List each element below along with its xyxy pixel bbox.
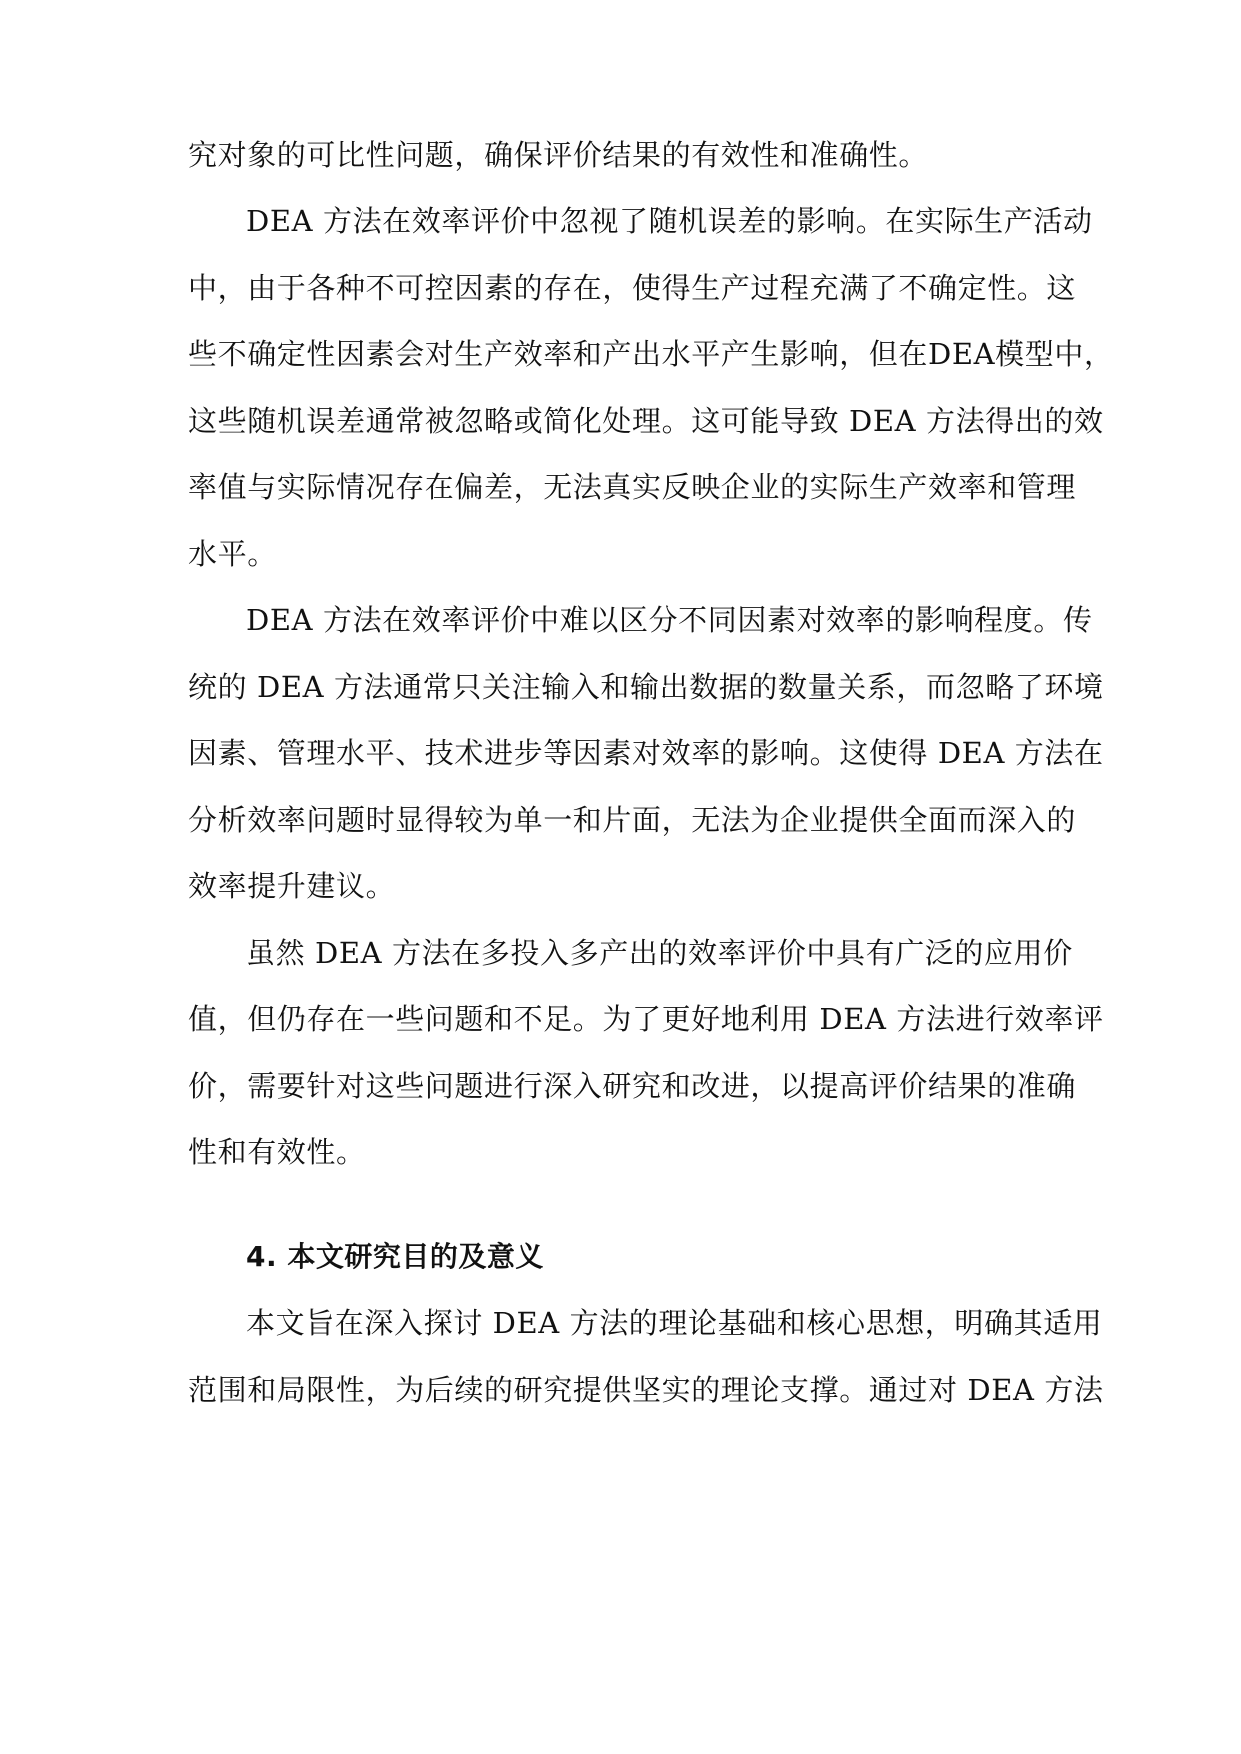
paragraph-line: 价，需要针对这些问题进行深入研究和改进，以提高评价结果的准确 [188, 1069, 1077, 1103]
paragraph-line: 值，但仍存在一些问题和不足。为了更好地利用 DEA 方法进行效率评 [188, 1002, 1104, 1036]
paragraph-line: 虽然 DEA 方法在多投入多产出的效率评价中具有广泛的应用价 [246, 936, 1073, 970]
paragraph-line: 性和有效性。 [188, 1135, 366, 1169]
paragraph-line: DEA 方法在效率评价中难以区分不同因素对效率的影响程度。传 [246, 603, 1093, 637]
paragraph-line: 水平。 [188, 537, 277, 571]
paragraph-line: 本文旨在深入探讨 DEA 方法的理论基础和核心思想，明确其适用 [246, 1306, 1103, 1340]
paragraph-line: 中，由于各种不可控因素的存在，使得生产过程充满了不确定性。这 [188, 271, 1077, 305]
section-heading: 4. 本文研究目的及意义 [246, 1240, 544, 1273]
paragraph-line: 究对象的可比性问题，确保评价结果的有效性和准确性。 [188, 138, 929, 172]
paragraph-line: 统的 DEA 方法通常只关注输入和输出数据的数量关系，而忽略了环境 [188, 670, 1104, 704]
paragraph-line: 效率提升建议。 [188, 869, 396, 903]
paragraph-line: 范围和局限性，为后续的研究提供坚实的理论支撑。通过对 DEA 方法 [188, 1373, 1104, 1407]
paragraph-line: 这些随机误差通常被忽略或简化处理。这可能导致 DEA 方法得出的效 [188, 404, 1104, 438]
paragraph-line: 率值与实际情况存在偏差，无法真实反映企业的实际生产效率和管理 [188, 470, 1077, 504]
paragraph-line: DEA 方法在效率评价中忽视了随机误差的影响。在实际生产活动 [246, 204, 1093, 238]
paragraph-line: 分析效率问题时显得较为单一和片面，无法为企业提供全面而深入的 [188, 803, 1077, 837]
paragraph-line: 些不确定性因素会对生产效率和产出水平产生影响，但在DEA模型中， [188, 337, 1114, 371]
paragraph-line: 因素、管理水平、技术进步等因素对效率的影响。这使得 DEA 方法在 [188, 736, 1104, 770]
